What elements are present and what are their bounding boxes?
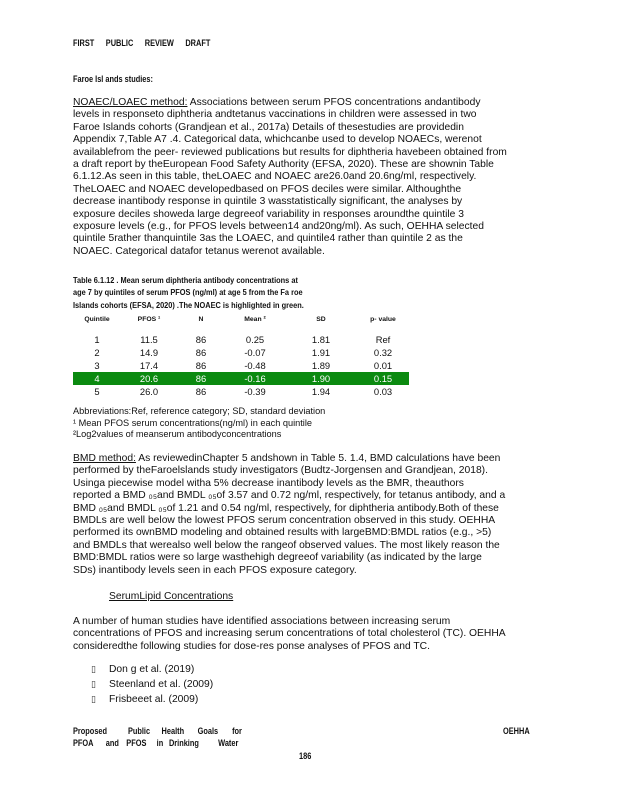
lipid-paragraph	[73, 616, 553, 653]
cell-sd: 1.89	[311, 360, 331, 371]
paragraph-line: BMD:BMDL ratios were so large wasthehigh degreeof variability (as indicated by the large	[73, 552, 482, 564]
cell-mean: -0.48	[244, 360, 266, 371]
column-header: Mean ²	[244, 316, 266, 323]
table-note: ¹ Mean PFOS serum concentrations(ng/ml) in each quintile	[73, 417, 312, 428]
cell-pvalue: 0.03	[373, 386, 393, 397]
cell-pfos: 17.4	[139, 360, 159, 371]
cell-mean: -0.39	[244, 386, 266, 397]
table-row	[73, 346, 409, 359]
cell-sd: 1.94	[311, 386, 331, 397]
cell-n: 86	[177, 372, 225, 385]
page-header	[73, 38, 222, 48]
paragraph-line: Usinga piecewise model witha 5% decrease inantibody levels as the BMR, theauthors	[73, 477, 464, 489]
bullet-icon: ▯	[91, 679, 96, 690]
bullet-icon: ▯	[91, 664, 96, 674]
list-item-text: Steenland et al. (2009)	[109, 679, 214, 691]
footer-word: Health	[161, 726, 185, 736]
serum-lipid-heading: SerumLipid Concentrations	[109, 591, 234, 602]
section-title: Faroe Isl ands studies:	[73, 74, 153, 84]
cell-sd: 1.91	[311, 347, 331, 358]
paragraph-line: performed by theFaroelslands study investigators (Budtz-Jorgensen and Grandjean, 2018).	[73, 465, 488, 477]
paragraph-line: 6.1.12.As seen in this table, theLOAEC and NOAEC are26.0and 20.6ng/ml, respectively.	[73, 171, 477, 183]
cell-mean: -0.16	[225, 372, 285, 385]
page-number: 186	[299, 751, 312, 761]
paragraph-line: a draft report by theEuropean Food Safety Authority (EFSA, 2020). These are shownin Table	[73, 159, 494, 171]
caption-line: age 7 by quintiles of serum PFOS (ng/ml) at age 5 from the Fa roe	[73, 287, 303, 298]
paragraph-line: A number of human studies have identified associations between increasing serum	[73, 616, 451, 627]
footer-word: PFOA	[73, 738, 94, 748]
footer-word: Water	[218, 738, 239, 748]
cell-n: 86	[195, 347, 207, 358]
cell-quintile: 2	[94, 347, 100, 358]
footer-word: Goals	[197, 726, 219, 736]
footer-word: in	[156, 738, 164, 748]
paragraph-line: exposure deciles showeda large degreeof variability in responses aroundthe quintile 3	[73, 208, 464, 220]
footer-word: and	[105, 738, 119, 748]
paragraph-line: concentrations of PFOS and increasing serum concentrations of total cholesterol (TC). OEHHA	[73, 628, 506, 640]
cell-pvalue: 0.15	[357, 372, 409, 385]
footer-word: PFOS	[126, 738, 147, 748]
bmd-lead: BMD method:	[73, 453, 136, 464]
paragraph-line: Associations between serum PFOS concentrations andantibody	[187, 97, 481, 108]
paragraph-line: availablefrom the peer- reviewed publications but results for diphtheria havebeen obtained from	[73, 146, 507, 158]
cell-pfos: 14.9	[139, 347, 159, 358]
footer-left	[73, 726, 242, 748]
paragraph-line: reported a BMD ₀₅and BMDL ₀₅of 3.57 and 0.72 ng/ml, respectively, for tetanus antibody, and a	[73, 490, 506, 502]
cell-quintile: 3	[94, 360, 100, 371]
paragraph-line: TheLOAEC and NOAEC developedbased on PFOS deciles were similar. Althoughthe	[73, 183, 462, 195]
table-header-row	[73, 314, 409, 325]
bmd-paragraph	[73, 453, 553, 577]
footer-word: Public	[127, 726, 151, 736]
paragraph-line: performed its ownBMD modeling and obtained results with largeBMD:BMDL ratios (e.g., >5)	[73, 527, 492, 539]
paragraph-line: SDs) inantibody levels seen in each PFOS exposure category.	[73, 564, 357, 576]
table-row	[73, 385, 409, 398]
list-item	[91, 662, 213, 677]
paragraph-line: BMDLs are well below the lowest PFOS serum concentration observed in this study. OEHHA	[73, 515, 496, 527]
footer-agency: OEHHA	[503, 726, 530, 736]
cell-mean: 0.25	[245, 334, 265, 345]
antibody-table	[73, 314, 409, 398]
header-word: PUBLIC	[105, 38, 134, 48]
cell-sd: 1.90	[285, 372, 357, 385]
paragraph-line: quintile 5rather thanquintile 3as the LOAEC, and quintile4 rather than quintile 2 as the	[73, 233, 463, 245]
cell-mean: -0.07	[244, 347, 266, 358]
noaec-lead: NOAEC/LOAEC method:	[73, 97, 188, 108]
header-word: REVIEW	[144, 38, 174, 48]
cell-pvalue: 0.01	[373, 360, 393, 371]
caption-line: Islands cohorts (EFSA, 2020) .The NOAEC is highlighted in green.	[73, 299, 304, 310]
paragraph-line: Appendix 7,Table A7 .4. Categorical data, whichcanbe used to develop NOAECs, werenot	[73, 134, 482, 146]
footer-word: for	[232, 726, 242, 736]
header-word: DRAFT	[185, 38, 211, 48]
list-item	[91, 692, 213, 707]
cell-pfos: 20.6	[121, 372, 177, 385]
column-header: N	[198, 316, 204, 323]
column-header: SD	[316, 316, 326, 323]
cell-pvalue: Ref	[375, 334, 391, 345]
cell-pvalue: 0.32	[373, 347, 393, 358]
paragraph-line: levels in responseto diphtheria andtetanus vaccinations in children were assessed in two	[73, 109, 477, 121]
study-list	[91, 662, 213, 708]
table-row-highlighted	[73, 372, 409, 385]
table-row	[73, 333, 409, 346]
paragraph-line: As reviewedinChapter 5 andshown in Table 5. 1.4, BMD calculations have been	[135, 453, 501, 464]
cell-n: 86	[195, 386, 207, 397]
cell-sd: 1.81	[311, 334, 331, 345]
table-caption	[73, 274, 341, 311]
paragraph-line: consideredthe following studies for dose-res ponse analyses of PFOS and TC.	[73, 640, 430, 652]
cell-pfos: 11.5	[140, 334, 158, 345]
list-item-text: Frisbeeet al. (2009)	[109, 694, 199, 706]
cell-quintile: 4	[73, 372, 121, 385]
list-item	[91, 677, 213, 692]
paragraph-line: exposure levels (e.g., for PFOS levels between14 and20ng/ml). As such, OEHHA selected	[73, 221, 484, 233]
header-word: FIRST	[73, 38, 95, 48]
list-item-text: Don g et al. (2019)	[109, 664, 195, 675]
paragraph-line: Faroe Islands cohorts (Grandjean et al., 2017a) Details of thesestudies are providedin	[73, 121, 464, 133]
footer-word: Proposed	[73, 726, 108, 736]
paragraph-line: and BMDLs that werealso well below the rangeof observed values. The most likely reason the	[73, 539, 500, 551]
paragraph-line: decrease inantibody response in quintile 3 wasstatistically significant, the analyses by	[73, 196, 463, 208]
bullet-icon: ▯	[91, 694, 96, 705]
cell-n: 86	[195, 360, 207, 371]
caption-line: Table 6.1.12 . Mean serum diphtheria antibody concentrations at	[73, 275, 298, 285]
table-note: ²Log2values of meanserum antibodyconcentrations	[73, 429, 282, 440]
footer-word: Drinking	[168, 738, 199, 748]
paragraph-line: NOAEC. Categorical datafor tetanus werenot available.	[73, 245, 325, 257]
column-header: p- value	[370, 316, 396, 323]
table-note: Abbreviations:Ref, reference category; SD, standard deviation	[73, 406, 326, 416]
table-notes	[73, 406, 325, 441]
cell-pfos: 26.0	[139, 386, 159, 397]
cell-quintile: 5	[94, 386, 100, 397]
paragraph-line: BMD ₀₅and BMDL ₀₅of 1.21 and 0.54 ng/ml, respectively, for diphtheria antibody.Both of these	[73, 502, 499, 514]
cell-quintile: 1	[94, 334, 100, 345]
cell-n: 86	[195, 334, 207, 345]
table-row	[73, 359, 409, 372]
noaec-paragraph	[73, 97, 553, 258]
column-header: PFOS ¹	[137, 316, 161, 323]
column-header: Quintile	[84, 316, 110, 323]
